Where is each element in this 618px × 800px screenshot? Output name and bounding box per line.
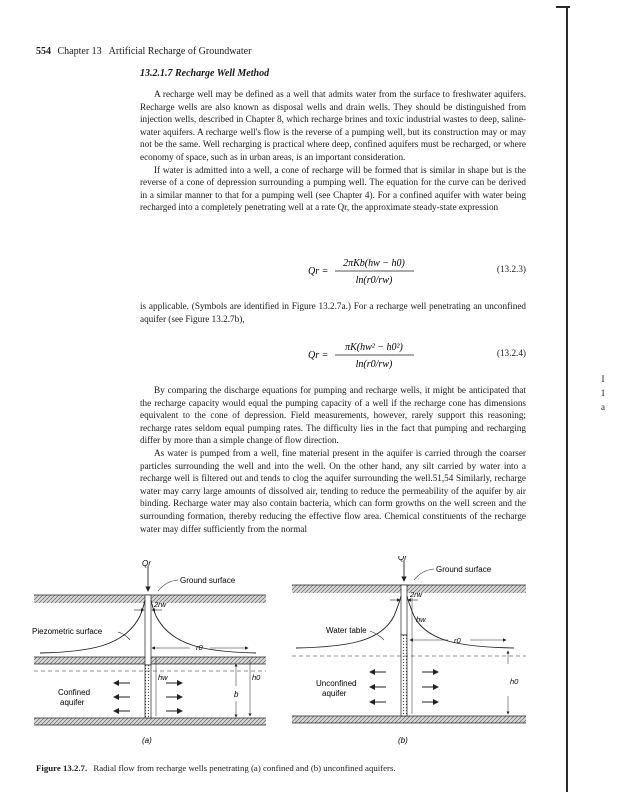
equation-numerator: πK(hw² − h0²) (345, 342, 403, 353)
equation-lhs: Qr = (308, 350, 329, 361)
well-screen (145, 665, 151, 718)
aquifer-label-line2: aquifer (60, 698, 85, 707)
page-number: 554 (36, 46, 51, 57)
piezometric-cone-right (151, 600, 256, 653)
aquifer-label-line2: aquifer (322, 689, 347, 698)
equation-graphic (140, 337, 526, 373)
equation-number: (13.2.3) (496, 264, 526, 274)
well-screen (401, 635, 407, 716)
margin-glyph: I (601, 374, 605, 384)
water-table-label: Water table (326, 626, 367, 635)
body-text-1 (140, 88, 526, 214)
h0-label: h0 (252, 673, 261, 682)
equation-lhs: Qr = (308, 266, 329, 277)
body-text-3 (140, 384, 526, 535)
panel-a (32, 559, 266, 745)
paragraph: By comparing the discharge equations for pumping and recharge wells, it might be anticipated that the recharge capacity would equal the pumping capacity of a well if the recharge cone has dimensions equivalent to the cone of depression. Field measurements, however, rarely support this reasoning; recharge rates seldom equal pumping rates. The difficulty lies in the fact that pumping and recharging differ by more than a simple change of flow direction. (140, 385, 526, 446)
equation-numerator: 2πKb(hw − h0) (343, 258, 405, 269)
paragraph: is applicable. (Symbols are identified in Figure 13.2.7a.) For a recharge well penetrating an unconfined aquifer (see Figure 13.2.7b), (140, 301, 526, 324)
margin-glyph: a (601, 402, 605, 412)
equation-13-2-3 (140, 253, 526, 289)
panel-b (292, 556, 526, 745)
equation-denominator: ln(r0/rw) (355, 275, 393, 286)
well-casing (145, 595, 151, 665)
panel-a-label: (a) (142, 736, 152, 745)
figure-13-2-7 (30, 556, 550, 756)
equation-denominator: ln(r0/rw) (355, 359, 393, 370)
ground-layer (292, 585, 526, 593)
equation-number: (13.2.4) (496, 348, 526, 358)
h0-label: h0 (510, 677, 519, 686)
binding-edge (566, 6, 568, 792)
water-table-left (296, 596, 401, 648)
caption-label: Figure 13.2.7. (36, 763, 88, 773)
lower-confining-layer (34, 718, 266, 725)
well-casing (401, 585, 407, 635)
equation-graphic (140, 253, 526, 289)
panel-b-label: (b) (398, 736, 408, 745)
hw-label: hw (416, 615, 426, 624)
piezometric-surface-label: Piezometric surface (32, 627, 103, 636)
two-rw-label: 2rw (410, 590, 423, 599)
chapter-title: Artificial Recharge of Groundwater (108, 46, 252, 57)
chapter-label: Chapter 13 (57, 46, 102, 57)
figure-caption (36, 763, 396, 773)
paragraph: If water is admitted into a well, a cone of recharge will be formed that is similar in shape but is the reverse of a cone of depression surrounding a pumping well. The equation for the curve can be derived in a similar manner to that for a pumping well (see Chapter 4). For a confined aquifer with water being recharged into a completely penetrating well at a rate Qr, the approximate steady-state expression (140, 164, 526, 213)
section-heading (140, 68, 269, 79)
margin-glyphs (596, 372, 610, 414)
qr-label: Qr (142, 559, 151, 568)
aquifer-label-line1: Confined (58, 688, 91, 697)
margin-glyph: 1 (600, 388, 606, 398)
qr-label: Qr (398, 556, 407, 562)
ground-surface-label: Ground surface (180, 576, 236, 585)
equation-13-2-4 (140, 337, 526, 373)
body-text-2 (140, 300, 526, 325)
running-head (36, 46, 251, 57)
r0-label: r0 (196, 643, 203, 652)
paragraph: As water is pumped from a well, fine material present in the aquifer is carried through the coarser particles surrounding the well and into the well. On the other hand, any silt carried by water into a recharge well is filtered out and tends to clog the aquifer surrounding the well.51,54 Similarly, recharge water may carry large amounts of dissolved air, tending to reduce the permeability of the aquifer by air binding. Recharge water may also contain bacteria, which can form growths on the well screen and the surrounding formation, thereby reducing the effective flow area. Chemical constituents of the recharge water may differ sufficiently from the normal (140, 447, 526, 534)
r0-label: r0 (454, 636, 461, 645)
hw-label: hw (158, 673, 168, 682)
section-title: Recharge Well Method (175, 68, 270, 79)
caption-text: Radial flow from recharge wells penetrating (a) confined and (b) unconfined aquifers. (93, 763, 396, 773)
section-number: 13.2.1.7 (140, 68, 173, 79)
recharge-well-diagram (30, 556, 550, 756)
b-label: b (234, 690, 239, 699)
ground-surface-label: Ground surface (436, 565, 492, 574)
paragraph: A recharge well may be defined as a well that admits water from the surface to freshwater aquifers. Recharge wells are also known as disposal wells and drain wells. They should be distinguished from injection wells, described in Chapter 8, which recharge brines and toxic industrial wastes to deep, saline-water aquifers. A recharge well's flow is the reverse of a pumping well, but its construction may or may not be the same. Well recharging is practical where deep, confined aquifers must be recharged, or where economy of space, such as in urban areas, is an important consideration. (140, 89, 526, 162)
impermeable-base (292, 716, 526, 723)
aquifer-label-line1: Unconfined (316, 679, 357, 688)
two-rw-label: 2rw (154, 600, 167, 609)
